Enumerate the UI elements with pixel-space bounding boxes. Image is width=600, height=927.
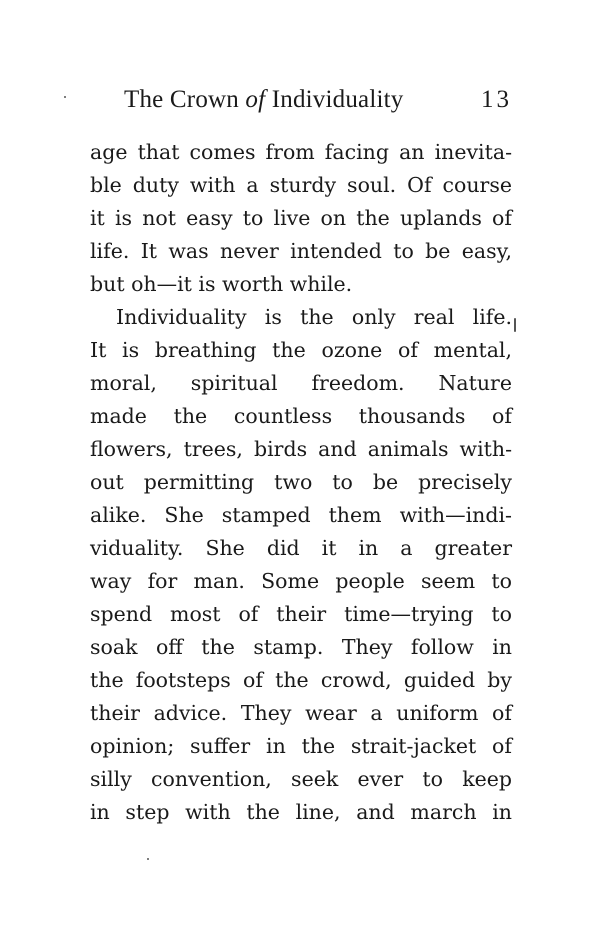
text-line: in step with the line, and march in xyxy=(90,800,512,824)
text-line: the footsteps of the crowd, guided by xyxy=(90,668,512,692)
text-line: silly convention, seek ever to keep xyxy=(90,767,512,791)
running-head-title-start: The Crown xyxy=(124,86,246,113)
text-line: way for man. Some people seem to xyxy=(90,569,512,593)
text-line: but oh—it is worth while. xyxy=(90,272,353,296)
text-line: their advice. They wear a uniform of xyxy=(90,701,512,725)
text-line: alike. She stamped them with—indi- xyxy=(90,503,512,527)
running-head xyxy=(124,86,520,118)
text-line: Individuality is the only real life. xyxy=(116,305,512,329)
text-line: made the countless thousands of xyxy=(90,404,512,428)
print-speck xyxy=(514,318,516,332)
text-line: It is breathing the ozone of mental, xyxy=(90,338,512,362)
running-head-title-of: of xyxy=(245,86,266,113)
text-line: moral, spiritual freedom. Nature xyxy=(90,371,512,395)
text-line: soak off the stamp. They follow in xyxy=(90,635,512,659)
text-line: out permitting two to be precisely xyxy=(90,470,512,494)
text-line: age that comes from facing an inevita- xyxy=(90,140,512,164)
text-line: it is not easy to live on the uplands of xyxy=(90,206,512,230)
text-line: spend most of their time—trying to xyxy=(90,602,512,626)
print-speck xyxy=(147,858,149,860)
text-line: opinion; suffer in the strait-jacket of xyxy=(90,734,512,758)
running-head-title-end: Individuality xyxy=(265,86,404,113)
body-text xyxy=(90,136,512,829)
text-line: life. It was never intended to be easy, xyxy=(90,239,512,263)
print-speck xyxy=(64,96,66,98)
page-number: 13 xyxy=(481,86,512,113)
text-line: flowers, trees, birds and animals with- xyxy=(90,437,512,461)
text-line: ble duty with a sturdy soul. Of course xyxy=(90,173,512,197)
text-line: viduality. She did it in a greater xyxy=(90,536,512,560)
